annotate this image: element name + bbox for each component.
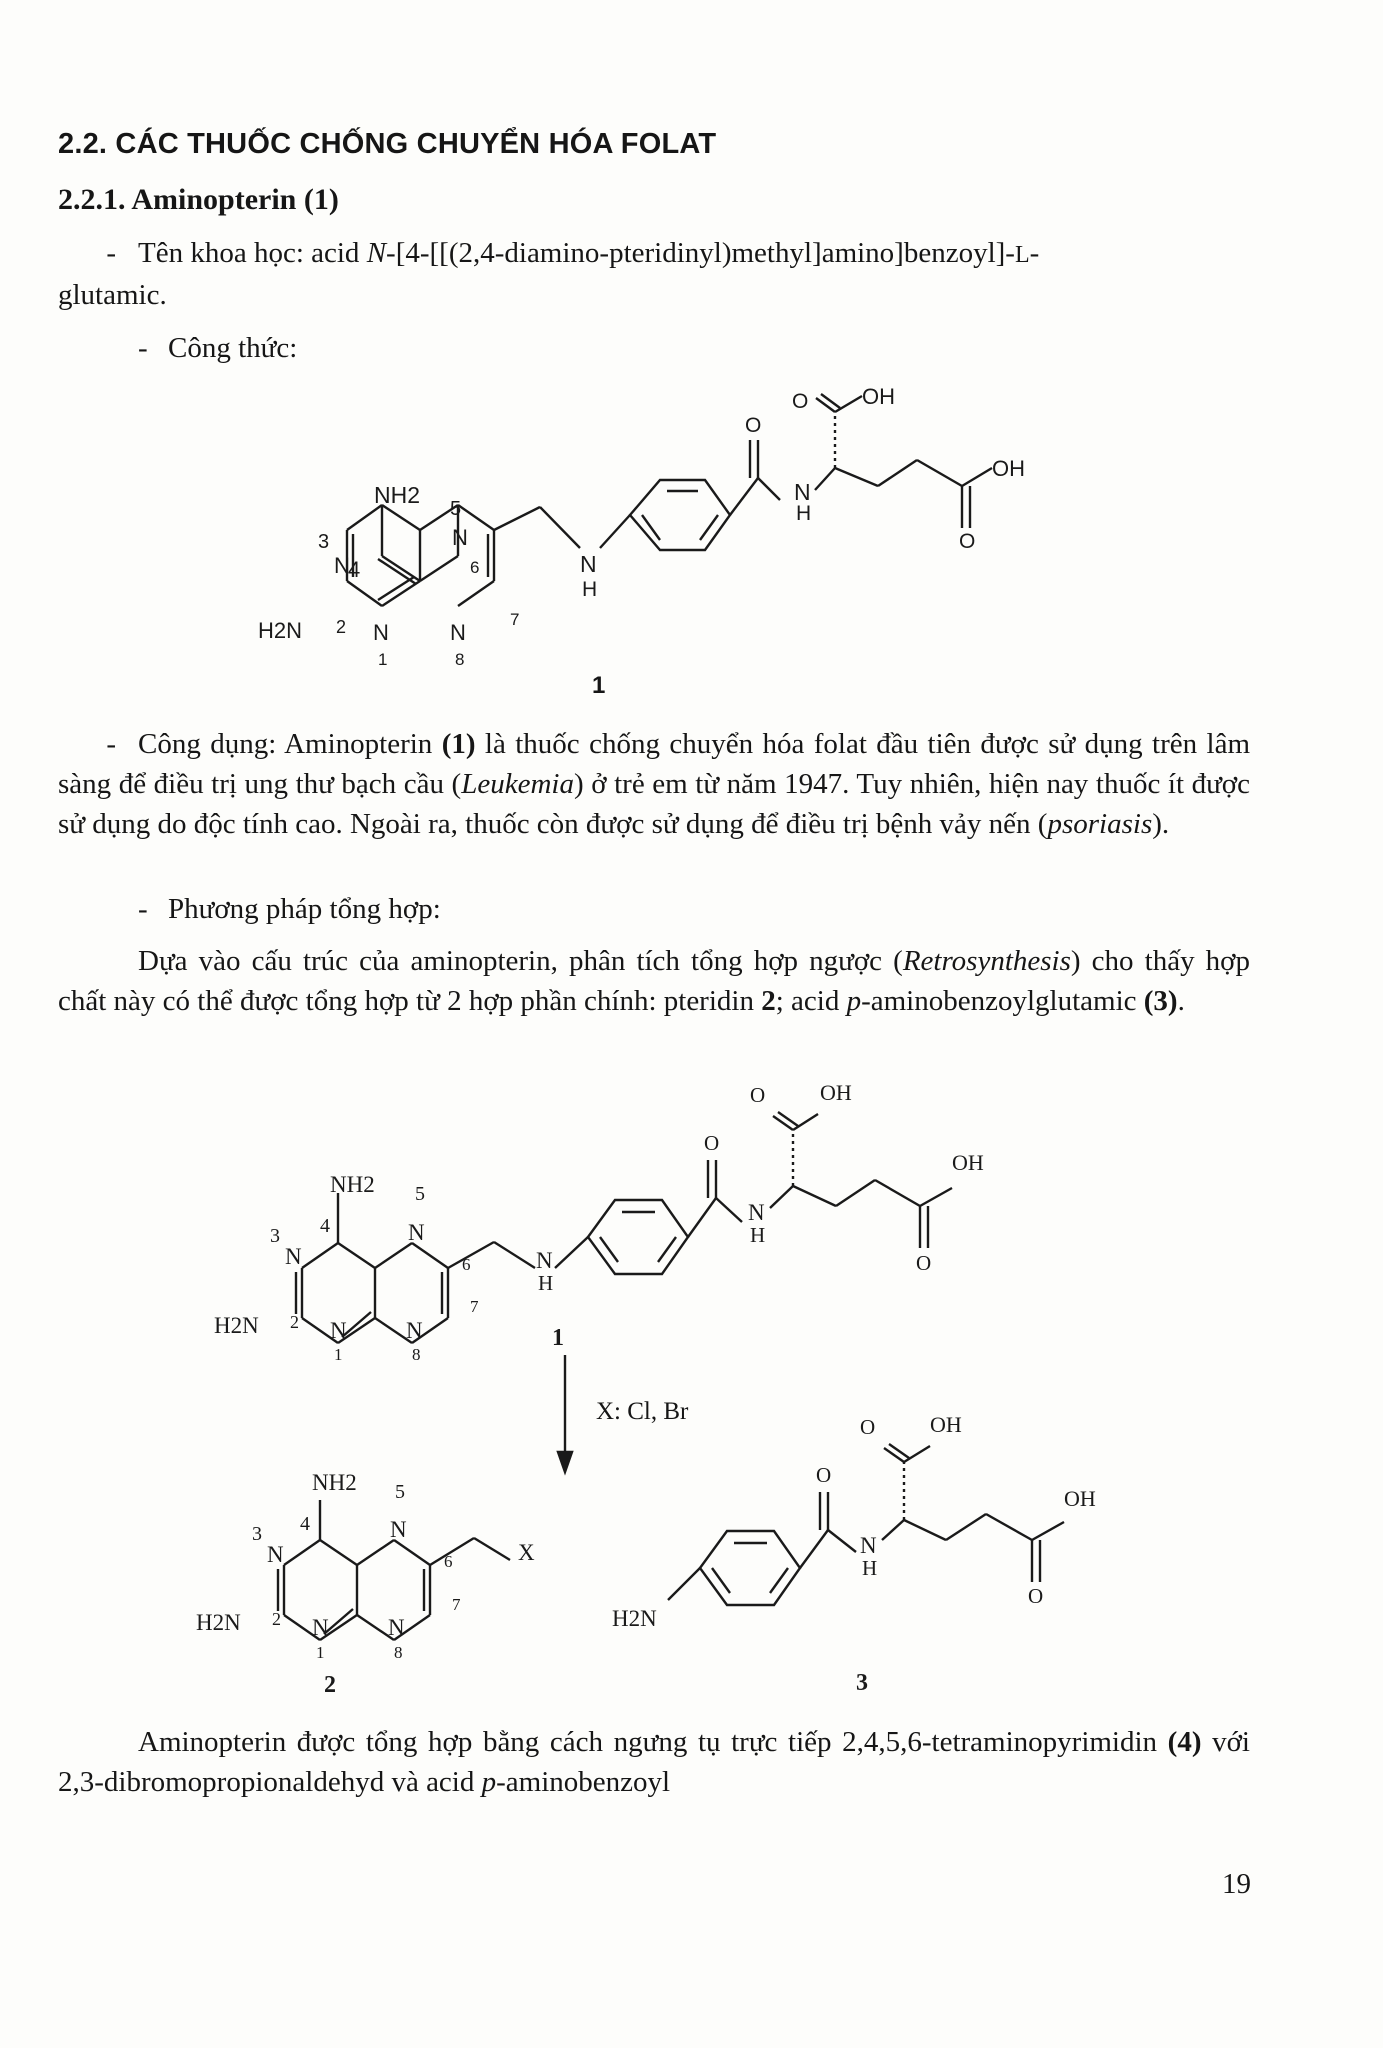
- bullet-dash: -: [106, 237, 116, 269]
- svg-text:H2N: H2N: [612, 1606, 657, 1631]
- svg-text:1: 1: [378, 650, 388, 669]
- subsection-heading: 2.2.1. Aminopterin (1): [58, 183, 339, 216]
- svg-text:N: N: [536, 1248, 553, 1273]
- svg-text:5: 5: [450, 498, 462, 520]
- svg-text:O: O: [916, 1251, 932, 1275]
- svg-text:OH: OH: [930, 1412, 962, 1437]
- svg-text:X: X: [518, 1540, 535, 1565]
- svg-text:N: N: [794, 479, 811, 505]
- svg-text:N: N: [408, 1220, 425, 1245]
- svg-text:4: 4: [320, 1215, 330, 1237]
- svg-text:O: O: [816, 1463, 832, 1487]
- svg-text:OH: OH: [1064, 1486, 1096, 1511]
- svg-text:5: 5: [415, 1183, 425, 1205]
- svg-text:6: 6: [462, 1255, 471, 1274]
- svg-text:8: 8: [455, 650, 465, 669]
- svg-text:N: N: [748, 1200, 765, 1225]
- section-heading: 2.2. CÁC THUỐC CHỐNG CHUYỂN HÓA FOLAT: [58, 128, 717, 160]
- svg-text:O: O: [745, 414, 762, 437]
- scientific-name-paragraph: - Tên khoa học: acid N-[4-[[(2,4-diamino-pteridinyl)methyl]amino]benzoyl]-L- glutamic.: [58, 233, 1250, 315]
- formula-bullet: - Công thức:: [138, 332, 298, 364]
- svg-text:OH: OH: [992, 456, 1025, 481]
- svg-text:1: 1: [552, 1325, 564, 1351]
- svg-text:OH: OH: [952, 1150, 984, 1175]
- svg-text:N: N: [334, 553, 350, 578]
- svg-text:O: O: [1028, 1584, 1044, 1608]
- svg-text:N: N: [388, 1615, 405, 1640]
- svg-text:5: 5: [395, 1481, 405, 1503]
- svg-text:H2N: H2N: [196, 1610, 241, 1635]
- svg-text:8: 8: [412, 1345, 421, 1364]
- svg-text:O: O: [750, 1083, 766, 1107]
- svg-text:3: 3: [252, 1523, 262, 1545]
- svg-text:O: O: [704, 1131, 720, 1155]
- svg-text:H: H: [538, 1271, 554, 1295]
- svg-text:N: N: [406, 1318, 423, 1343]
- svg-text:NH2: NH2: [312, 1470, 357, 1495]
- svg-text:H: H: [862, 1556, 878, 1580]
- svg-text:3: 3: [270, 1225, 280, 1247]
- svg-text:H2N: H2N: [214, 1313, 259, 1338]
- compound-1-label: 1: [592, 672, 606, 699]
- svg-text:H: H: [750, 1223, 766, 1247]
- svg-text:H: H: [582, 578, 598, 601]
- svg-text:N: N: [285, 1244, 302, 1269]
- svg-text:6: 6: [444, 1552, 453, 1571]
- svg-text:NH2: NH2: [374, 482, 421, 508]
- svg-text:N: N: [580, 551, 597, 577]
- svg-text:7: 7: [510, 610, 520, 629]
- svg-text:N: N: [312, 1615, 329, 1640]
- svg-text:OH: OH: [862, 384, 895, 409]
- svg-text:2: 2: [272, 1609, 281, 1629]
- retrosynthesis-paragraph: Dựa vào cấu trúc của aminopterin, phân tích tổng hợp ngược (Retrosynthesis) cho thấy hợp chất này có thể được tổng hợp từ 2 hợp phần chính: pteridin 2; acid p-aminobenzoylglutamic (3).: [58, 945, 1251, 1017]
- svg-text:1: 1: [334, 1345, 343, 1364]
- svg-text:O: O: [959, 530, 976, 553]
- svg-text:N: N: [373, 620, 389, 645]
- svg-text:3: 3: [318, 531, 330, 553]
- closing-paragraph: Aminopterin được tổng hợp bằng cách ngưng tụ trực tiếp 2,4,5,6-tetraminopyrimidin (4) với 2,3-dibromopropionaldehyd và acid p-aminobenzoyl: [58, 1726, 1250, 1798]
- svg-text:2: 2: [336, 617, 347, 637]
- svg-text:2: 2: [324, 1672, 336, 1698]
- svg-text:8: 8: [394, 1643, 403, 1662]
- svg-text:H: H: [796, 502, 812, 525]
- svg-text:1: 1: [316, 1643, 325, 1662]
- svg-text:4: 4: [348, 557, 361, 582]
- svg-text:N: N: [452, 525, 468, 550]
- svg-text:N: N: [390, 1517, 407, 1542]
- svg-text:6: 6: [470, 558, 480, 577]
- svg-text:O: O: [860, 1415, 876, 1439]
- svg-text:NH2: NH2: [330, 1172, 375, 1197]
- svg-text:3: 3: [856, 1670, 868, 1696]
- svg-text:O: O: [792, 390, 809, 413]
- svg-text:H2N: H2N: [258, 618, 303, 643]
- svg-text:7: 7: [452, 1595, 461, 1614]
- svg-text:N: N: [330, 1318, 347, 1343]
- svg-text:4: 4: [300, 1513, 310, 1535]
- svg-text:OH: OH: [820, 1080, 852, 1105]
- usage-paragraph: - Công dụng: Aminopterin (1) là thuốc chống chuyển hóa folat đầu tiên được sử dụng trên lâm sàng để điều trị ung thư bạch cầu (Leukemia) ở trẻ em từ năm 1947. Tuy nhiên, hiện nay thuốc ít được sử dụng do độc tính cao. Ngoài ra, thuốc còn được sử dụng để điều trị bệnh vảy nến (psoriasis).: [58, 728, 1251, 840]
- reaction-arrow-label: X: Cl, Br: [596, 1398, 689, 1425]
- svg-text:7: 7: [470, 1297, 479, 1316]
- svg-text:N: N: [267, 1542, 284, 1567]
- svg-text:N: N: [450, 620, 466, 645]
- svg-text:2: 2: [290, 1312, 299, 1332]
- synthesis-bullet: - Phương pháp tổng hợp:: [138, 893, 441, 925]
- svg-text:N: N: [860, 1533, 877, 1558]
- page-number: 19: [1222, 1868, 1251, 1900]
